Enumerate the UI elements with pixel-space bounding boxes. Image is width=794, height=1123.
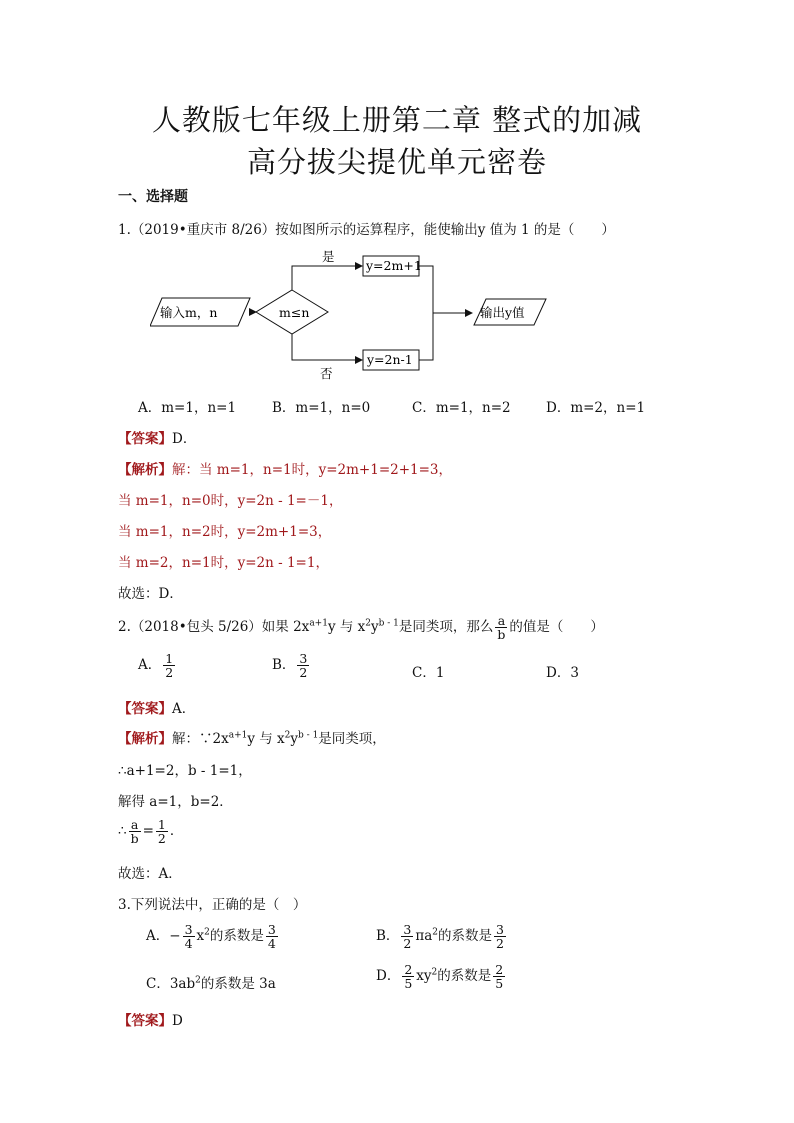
q1-answer: 【答案】D． (118, 431, 197, 447)
q2-option-a: A． $\frac{1}{2}$ (138, 651, 174, 681)
q1-option-a: A．m=1，n=1 (138, 400, 237, 416)
q3-option-b: B． $\frac{3}{2}$ $\pi a^2$的系数是 $\frac{3}{2}$ (376, 922, 504, 952)
q3-option-c: C．$3ab^2$的系数是 3a (146, 975, 276, 992)
flow-no-label: 否 (320, 366, 333, 381)
flow-condition-label: m≤n (279, 305, 310, 320)
q2-analysis-line1: 【解析】解：$\because 2x^{a+1}y$ 与 $x^2y^{b - 1}$是同类项， (118, 730, 386, 747)
q2-analysis-line3: 解得 a=1，b=2． (118, 794, 233, 810)
q1-flowchart (150, 248, 550, 382)
flow-box-no-label: y=2n-1 (367, 352, 413, 367)
q1-analysis-line4: 当 m=2，n=1时，y=2n - 1=1， (118, 555, 329, 571)
flow-box-yes-label: y=2m+1 (366, 258, 422, 273)
q1-analysis-line3: 当 m=1，n=2时，y=2m+1=3， (118, 524, 332, 540)
q2-option-b: B． $\frac{3}{2}$ (272, 651, 308, 681)
q2-option-c: C．1 (412, 665, 445, 681)
q3-option-d: D． $\frac{2}{5}$ $xy^2$的系数是 $\frac{2}{5}$ (376, 962, 504, 992)
q1-option-c: C．m=1，n=2 (412, 400, 511, 416)
q3-stem: 3.下列说法中，正确的是（ ） (118, 897, 307, 913)
q1-stem: 1.（2019•重庆市 8/26）按如图所示的运算程序，能使输出y 值为 1 的是（ ） (118, 222, 615, 238)
section-heading: 一、选择题 (118, 189, 188, 205)
q3-option-a: A．− $\frac{3}{4}$ $x^2$的系数是 $\frac{3}{4}$ (146, 922, 276, 952)
q2-answer: 【答案】A． (118, 701, 196, 717)
q1-option-d: D．m=2，n=1 (546, 400, 646, 416)
analysis-tag: 【解析】 (118, 462, 172, 478)
q1-option-b: B．m=1，n=0 (272, 400, 371, 416)
document-title-line1: 人教版七年级上册第二章 整式的加减 (151, 103, 643, 137)
q2-analysis-line2: ∴a+1=2，b - 1=1， (118, 763, 252, 779)
q1-analysis-line1: 【解析】解：当 m=1，n=1时，y=2m+1=2+1=3， (118, 462, 453, 478)
q3-answer: 【答案】D (118, 1013, 183, 1029)
answer-tag: 【答案】 (118, 431, 172, 447)
fraction: $\frac{a}{b}$ (497, 613, 506, 643)
q2-option-d: D．3 (546, 665, 579, 681)
q2-stem: 2.（2018•包头 5/26）如果 $2x^{a+1}y$ 与 $x^2y^{b - 1}$是同类项，那么 $\frac{a}{b}$ 的值是（ ） (118, 613, 604, 643)
flow-input-label: 输入m，n (160, 305, 218, 320)
q1-analysis-line2: 当 m=1，n=0时，y=2n - 1=－1， (118, 493, 343, 509)
document-title-line2: 高分拔尖提优单元密卷 (246, 145, 547, 179)
flow-output-label: 输出y值 (480, 305, 525, 320)
q2-analysis-line5: 故选：A． (118, 866, 182, 882)
q1-analysis-line5: 故选：D． (118, 586, 183, 602)
q2-analysis-line4: ∴ $\frac{a}{b}$ = $\frac{1}{2}$ ． (118, 817, 184, 847)
flow-yes-label: 是 (322, 249, 335, 264)
